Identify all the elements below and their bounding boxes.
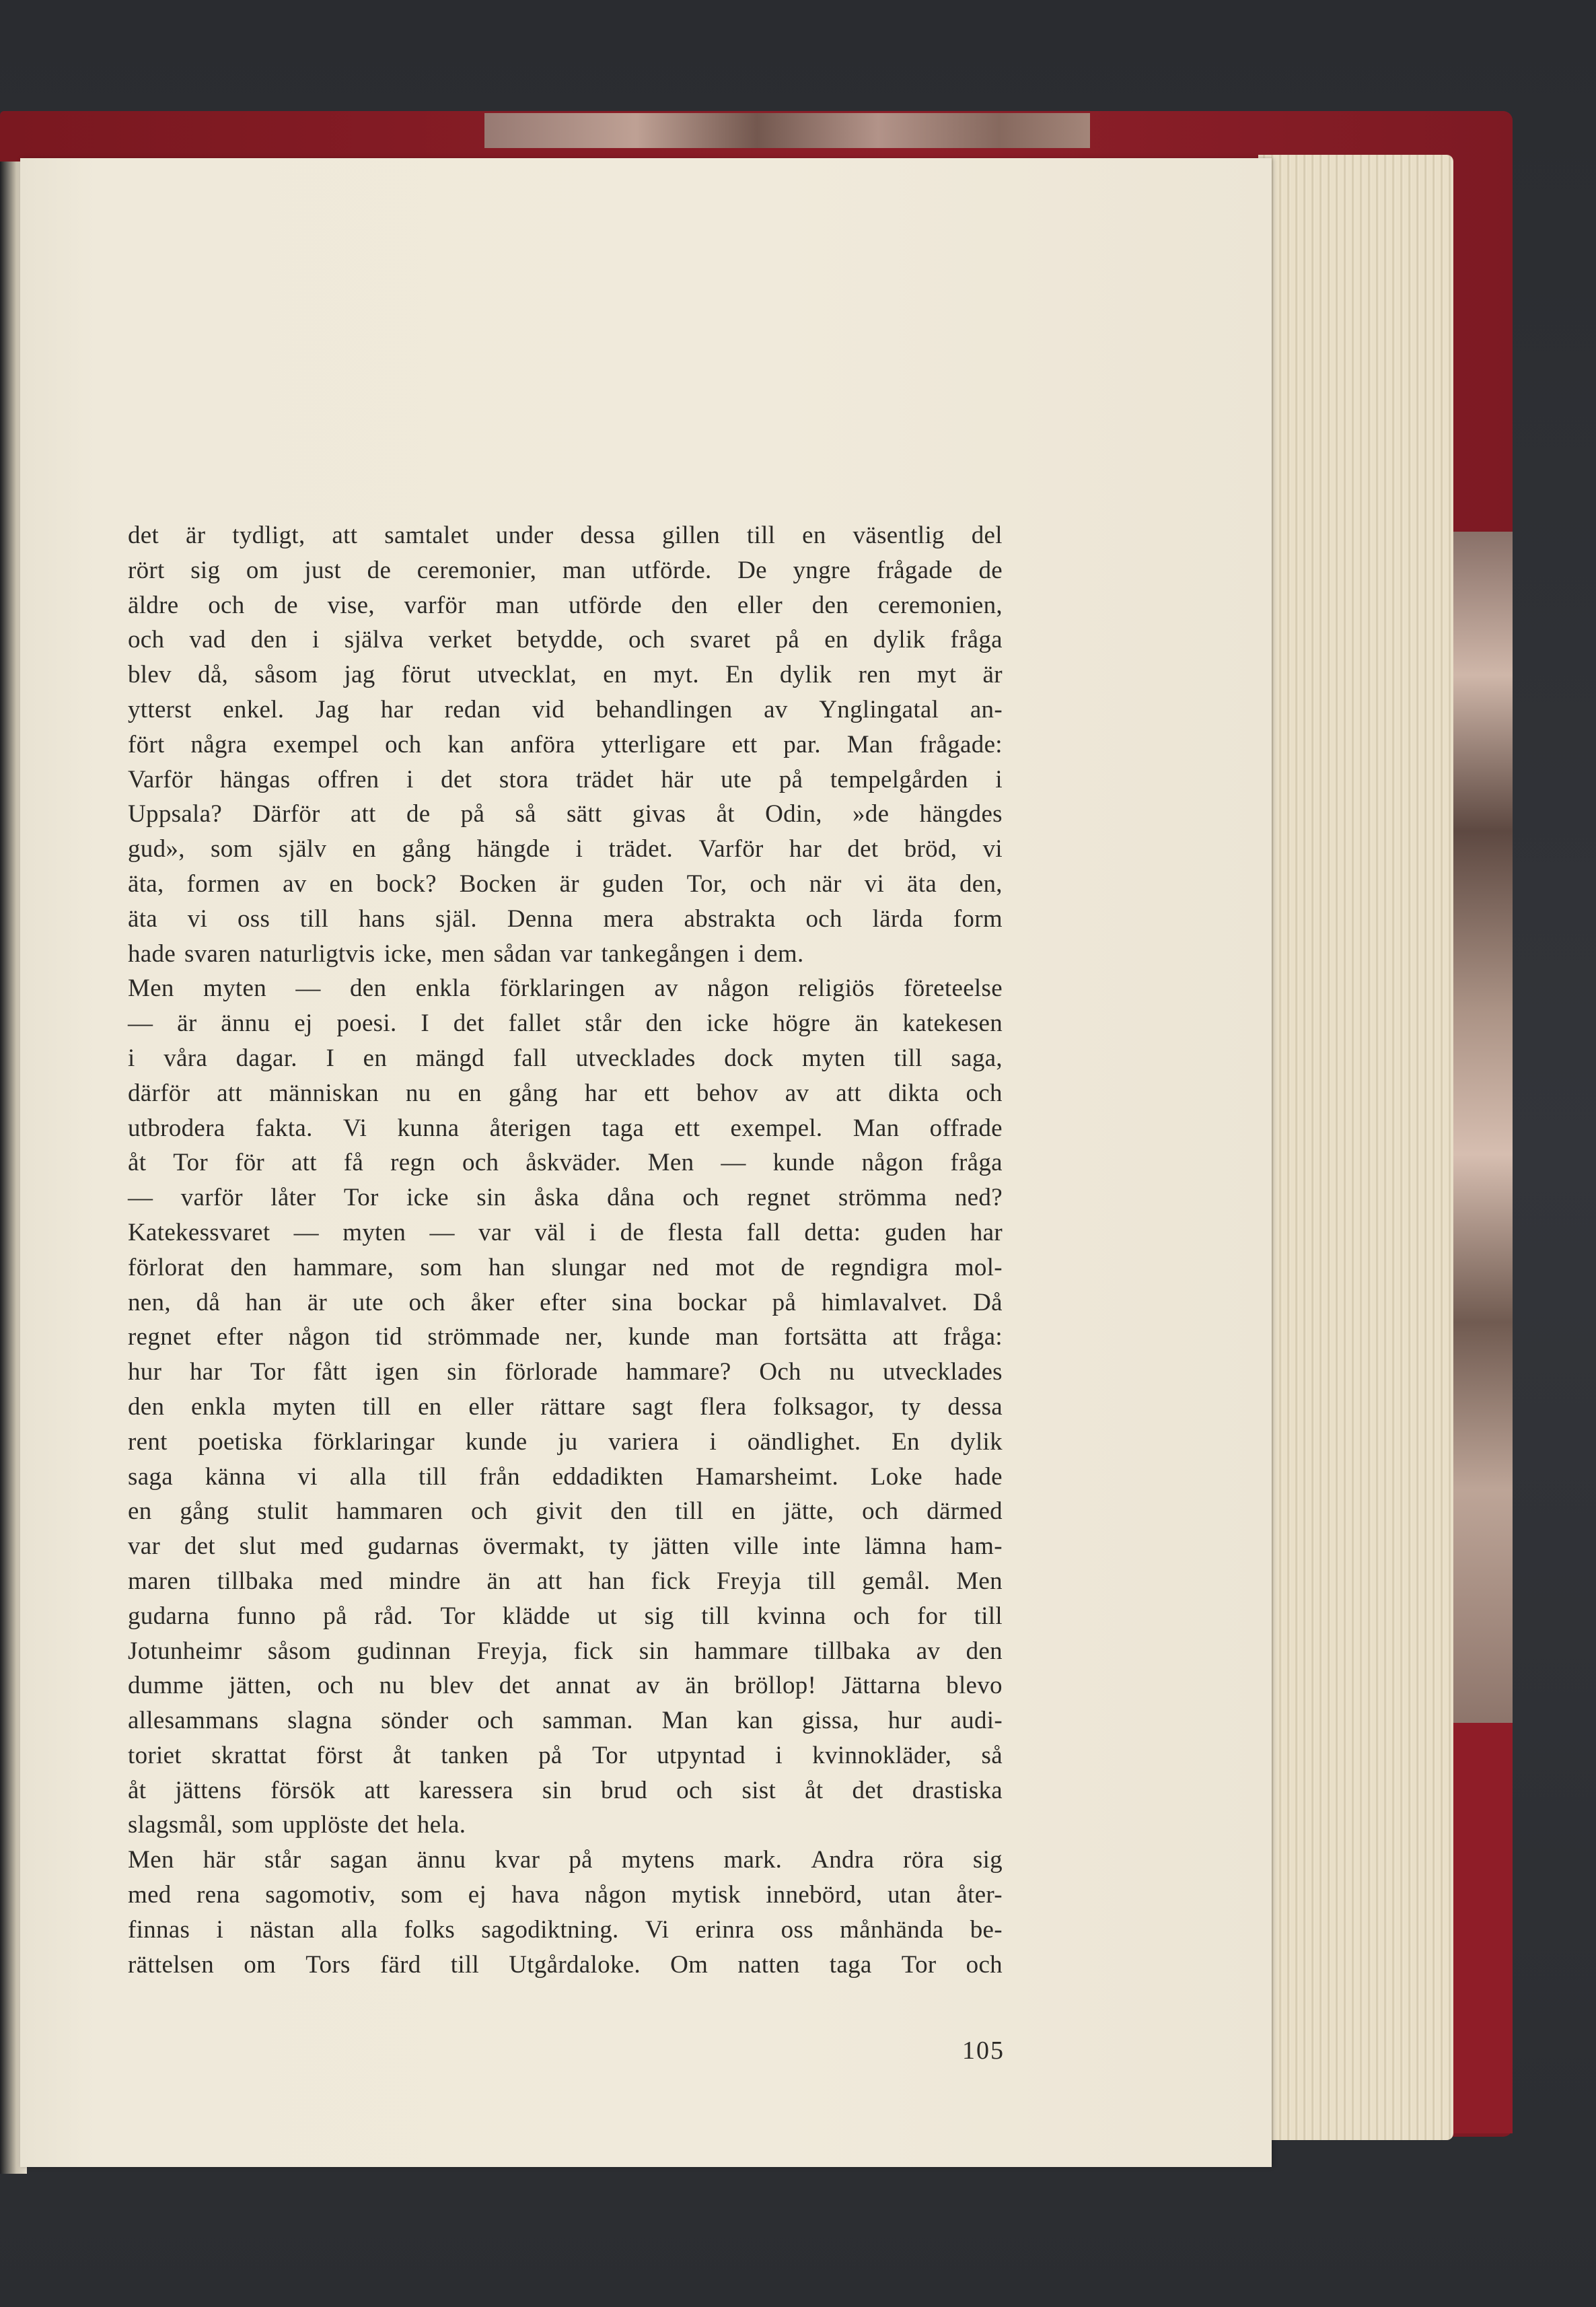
text-line: det är tydligt, att samtalet under dessa gillen till en väsentlig del bbox=[128, 522, 1003, 549]
text-line: ytterst enkel. Jag har redan vid behandlingen av Ynglingatal an- bbox=[128, 695, 1003, 723]
text-line: Men här står sagan ännu kvar på mytens mark. Andra röra sig bbox=[128, 1846, 1003, 1874]
text-line: dumme jätten, och nu blev det annat av än bröllop! Jättarna blevo bbox=[128, 1672, 1003, 1700]
text-line: Katekessvaret — myten — var väl i de flesta fall detta: guden har bbox=[128, 1218, 1003, 1246]
text-line: fört några exempel och kan anföra ytterligare ett par. Man frågade: bbox=[128, 730, 1003, 758]
text-line: regnet efter någon tid strömmade ner, kunde man fortsätta att fråga: bbox=[128, 1323, 1003, 1351]
text-line: och vad den i själva verket betydde, och svaret på en dylik fråga bbox=[128, 626, 1003, 654]
text-line: allesammans slagna sönder och samman. Man kan gissa, hur audi- bbox=[128, 1707, 1003, 1735]
text-line: äta, formen av en bock? Bocken är guden Tor, och när vi äta den, bbox=[128, 869, 1003, 898]
text-line: toriet skrattat först åt tanken på Tor utpyntad i kvinnokläder, så bbox=[128, 1741, 1003, 1769]
text-line: därför att människan nu en gång har ett behov av att dikta och bbox=[128, 1079, 1003, 1107]
page-text bbox=[128, 518, 1003, 1982]
text-line: en gång stulit hammaren och givit den till en jätte, och därmed bbox=[128, 1497, 1003, 1526]
text-line: Varför hängas offren i det stora trädet här ute på tempelgården i bbox=[128, 765, 1003, 793]
text-line: i våra dagar. I en mängd fall utvecklades dock myten till saga, bbox=[128, 1044, 1003, 1072]
text-line: åt jättens försök att karessera sin brud och sist åt det drastiska bbox=[128, 1776, 1003, 1804]
text-line: rent poetiska förklaringar kunde ju variera i oändlighet. En dylik bbox=[128, 1427, 1003, 1456]
text-line: den enkla myten till en eller rättare sagt flera folksagor, ty dessa bbox=[128, 1392, 1003, 1421]
text-line: äldre och de vise, varför man utförde den eller den ceremonien, bbox=[128, 591, 1003, 619]
text-line: rört sig om just de ceremonier, man utförde. De yngre frågade de bbox=[128, 556, 1003, 584]
cover-marbled-edge-top bbox=[484, 113, 1090, 148]
text-line: åt Tor för att få regn och åskväder. Men — kunde någon fråga bbox=[128, 1149, 1003, 1177]
page-number: 105 bbox=[962, 2036, 1005, 2065]
text-line: slagsmål, som upplöste det hela. bbox=[128, 1811, 466, 1839]
text-line: blev då, såsom jag förut utvecklat, en myt. En dylik ren myt är bbox=[128, 661, 1003, 689]
text-line: maren tillbaka med mindre än att han fick Freyja till gemål. Men bbox=[128, 1567, 1003, 1595]
text-line: gudarna funno på råd. Tor klädde ut sig till kvinna och for till bbox=[128, 1602, 1003, 1630]
text-line: Jotunheimr såsom gudinnan Freyja, fick sin hammare tillbaka av den bbox=[128, 1637, 1003, 1665]
page-edges bbox=[1258, 155, 1453, 2140]
text-line: Men myten — den enkla förklaringen av någon religiös företeelse bbox=[128, 974, 1003, 1003]
text-line: hade svaren naturligtvis icke, men sådan var tankegången i dem. bbox=[128, 939, 804, 968]
book-page bbox=[20, 158, 1272, 2167]
text-line: saga känna vi alla till från eddadikten Hamarsheimt. Loke hade bbox=[128, 1462, 1003, 1491]
cover-corner bbox=[1447, 1723, 1513, 2133]
text-line: hur har Tor fått igen sin förlorade hammare? Och nu utvecklades bbox=[128, 1358, 1003, 1386]
text-line: med rena sagomotiv, som ej hava någon mytisk innebörd, utan åter- bbox=[128, 1881, 1003, 1909]
text-line: — är ännu ej poesi. I det fallet står den icke högre än katekesen bbox=[128, 1009, 1003, 1038]
text-line: äta vi oss till hans själ. Denna mera abstrakta och lärda form bbox=[128, 904, 1003, 933]
text-line: förlorat den hammare, som han slungar ned mot de regndigra mol- bbox=[128, 1253, 1003, 1281]
text-line: var det slut med gudarnas övermakt, ty jätten ville inte lämna ham- bbox=[128, 1532, 1003, 1561]
text-line: rättelsen om Tors färd till Utgårdaloke. Om natten taga Tor och bbox=[128, 1950, 1003, 1979]
text-line: nen, då han är ute och åker efter sina bockar på himlavalvet. Då bbox=[128, 1288, 1003, 1316]
text-line: utbrodera fakta. Vi kunna återigen taga ett exempel. Man offrade bbox=[128, 1114, 1003, 1142]
text-line: — varför låter Tor icke sin åska dåna och regnet strömma ned? bbox=[128, 1184, 1003, 1212]
cover-marbled-edge-right bbox=[1453, 532, 1513, 1730]
text-line: Uppsala? Därför att de på så sätt givas åt Odin, »de hängdes bbox=[128, 800, 1003, 828]
text-line: finnas i nästan alla folks sagodiktning. Vi erinra oss månhända be- bbox=[128, 1915, 1003, 1944]
text-line: gud», som själv en gång hängde i trädet. Varför har det bröd, vi bbox=[128, 835, 1003, 863]
